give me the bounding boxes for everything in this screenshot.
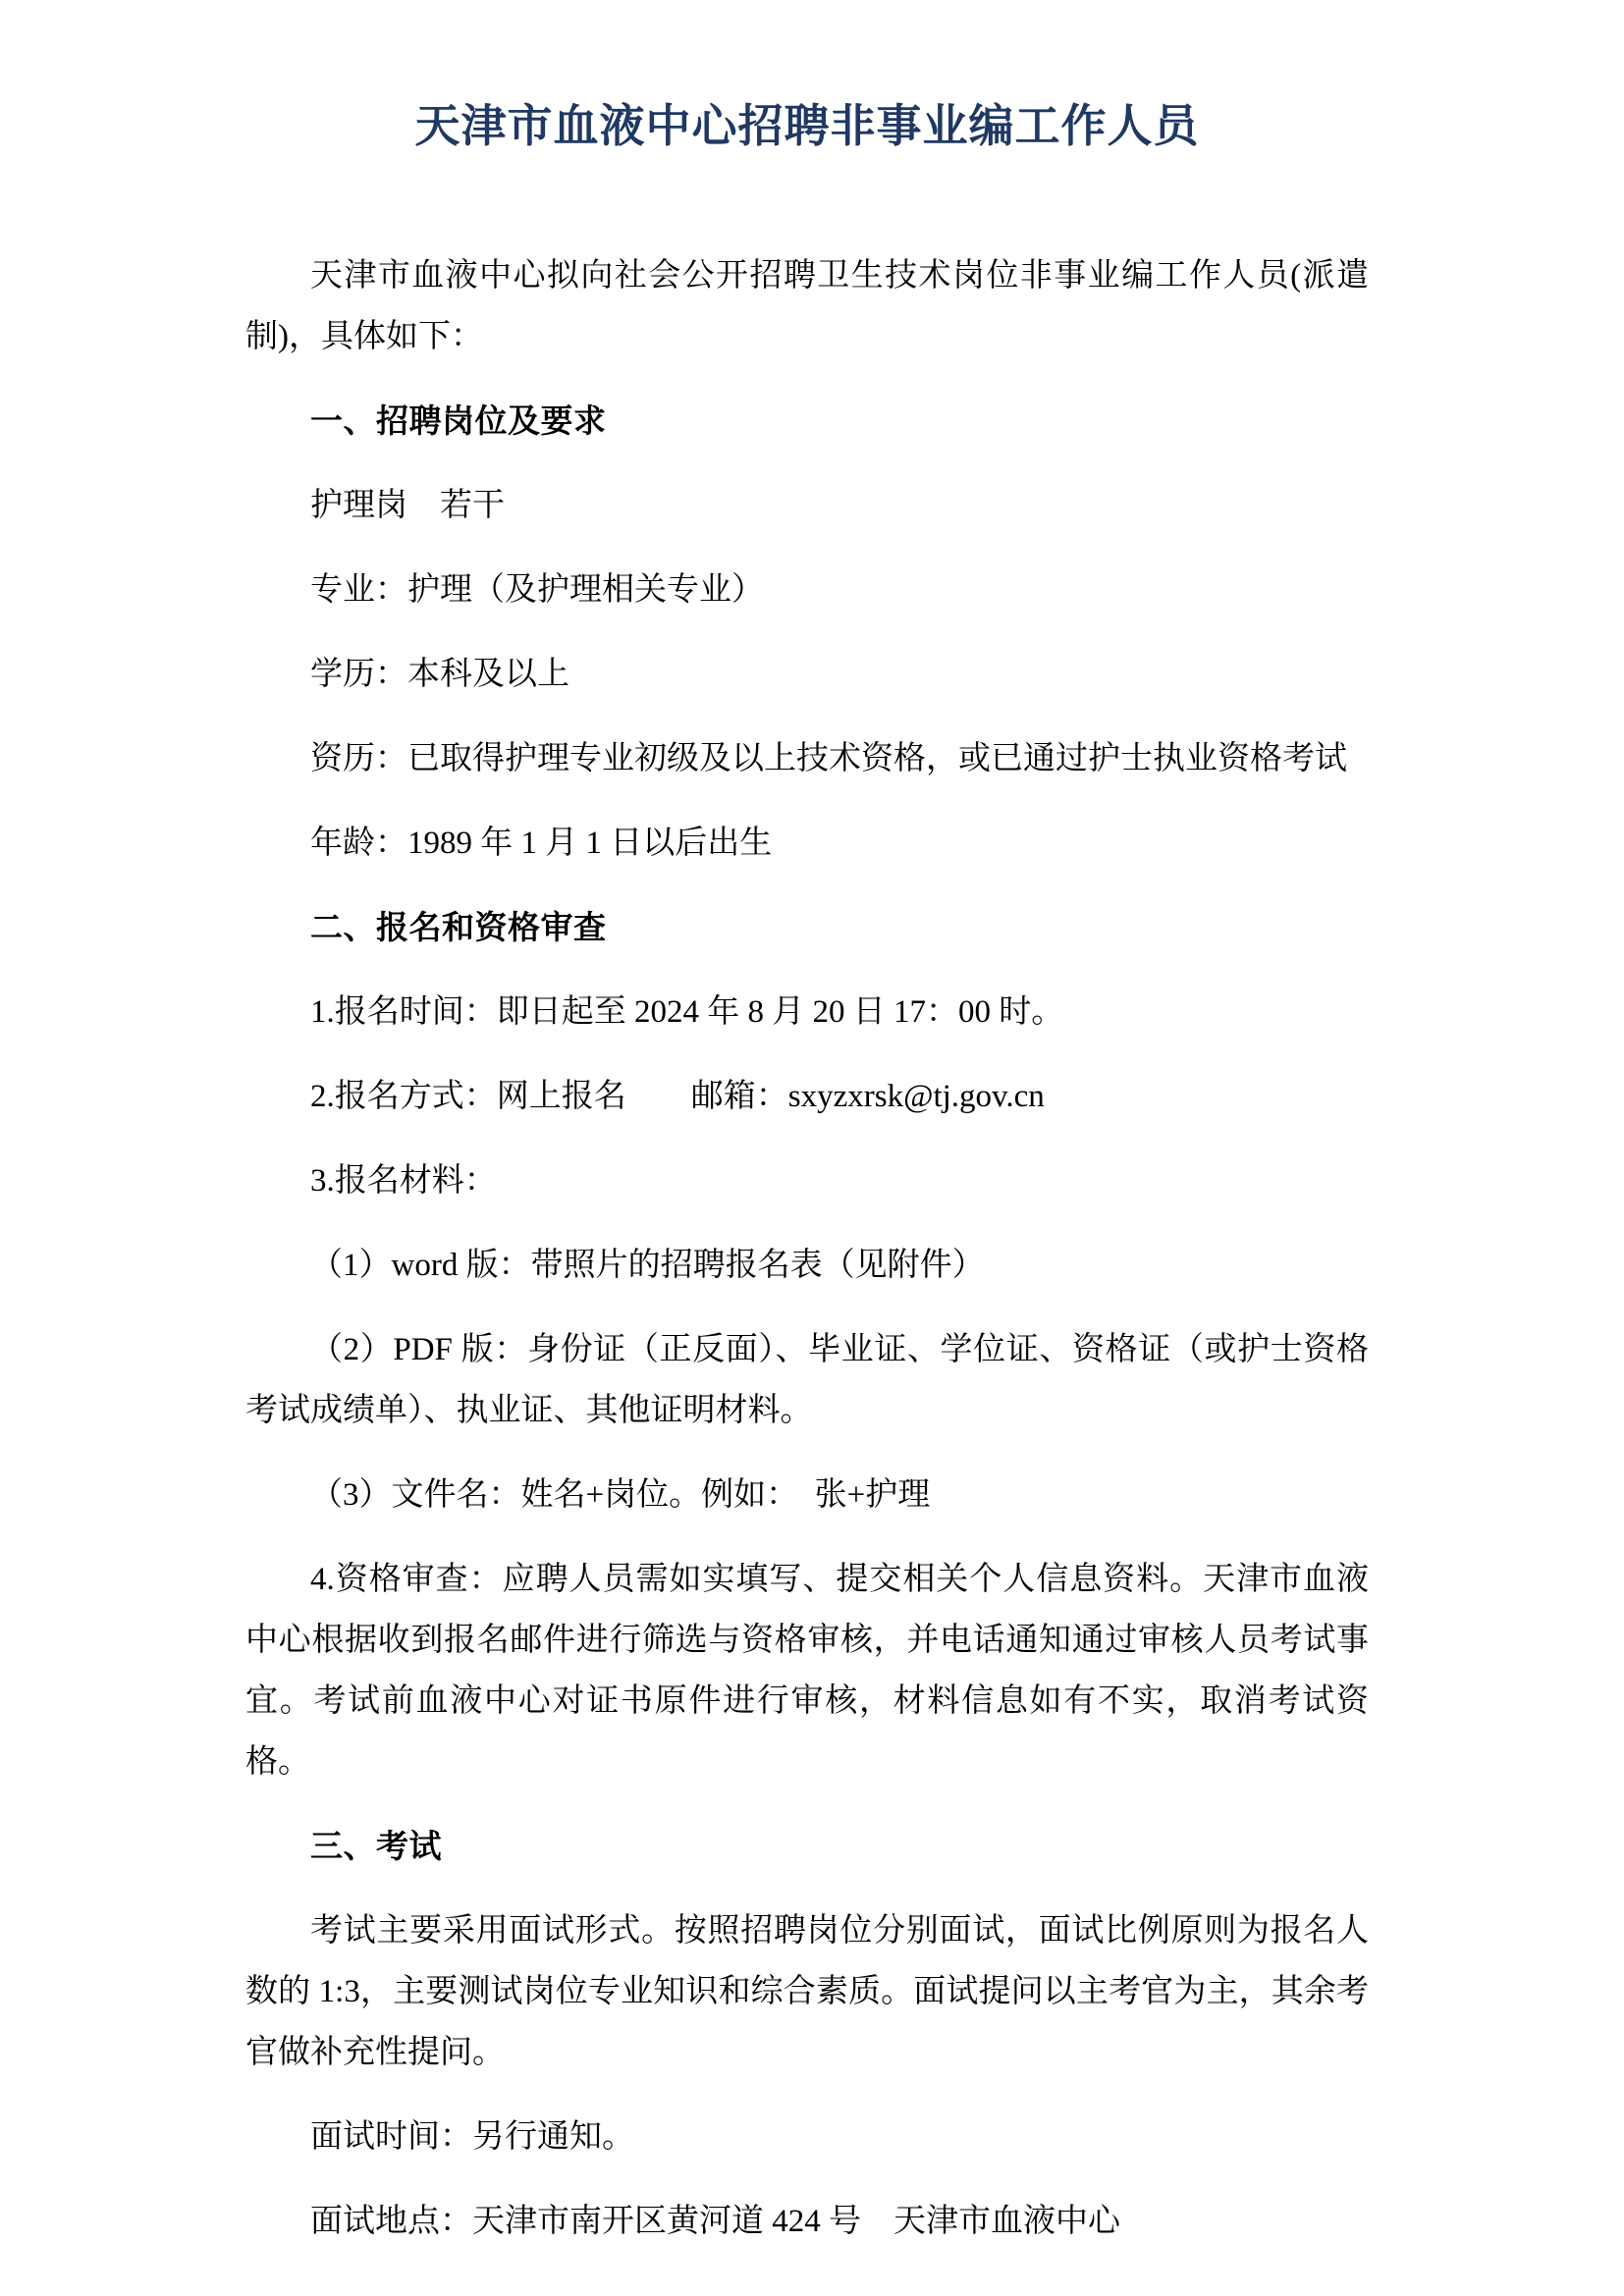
major-requirement-line: 专业：护理（及护理相关专业） bbox=[310, 572, 764, 608]
section-3-heading: 三、考试 bbox=[310, 1828, 442, 1864]
material-item-1: （1）word 版：带照片的招聘报名表（见附件） bbox=[310, 1248, 985, 1283]
qualification-requirement-line: 资历：已取得护理专业初级及以上技术资格，或已通过护士执业资格考试 bbox=[310, 741, 1347, 776]
qualification-review-paragraph: 4.资格审查：应聘人员需如实填写、提交相关个人信息资料。天津市血液中心根据收到报名邮件进行筛选与资格审核，并电话通知通过审核人员考试事宜。考试前血液中心对证书原件进行审核，材料信息如有不实，取消考试资格。 bbox=[245, 1562, 1369, 1780]
document-title: 天津市血液中心招聘非事业编工作人员 bbox=[414, 100, 1200, 151]
position-line: 护理岗 若干 bbox=[310, 488, 505, 523]
exam-description-paragraph: 考试主要采用面试形式。按照招聘岗位分别面试，面试比例原则为报名人数的 1:3，主要测试岗位专业知识和综合素质。面试提问以主考官为主，其余考官做补充性提问。 bbox=[245, 1913, 1369, 2070]
registration-method-line: 2.报名方式：网上报名 邮箱：sxyzxrsk@tj.gov.cn bbox=[310, 1079, 1045, 1114]
section-2-heading: 二、报名和资格审查 bbox=[310, 909, 607, 945]
intro-paragraph: 天津市血液中心拟向社会公开招聘卫生技术岗位非事业编工作人员(派遣制)，具体如下： bbox=[245, 258, 1369, 354]
registration-time-line: 1.报名时间：即日起至 2024 年 8 月 20 日 17：00 时。 bbox=[310, 994, 1064, 1030]
interview-location-line: 面试地点：天津市南开区黄河道 424 号 天津市血液中心 bbox=[310, 2204, 1120, 2239]
material-item-2: （2）PDF 版：身份证（正反面）、毕业证、学位证、资格证（或护士资格考试成绩单）、执业证、其他证明材料。 bbox=[245, 1332, 1369, 1428]
age-requirement-line: 年龄：1989 年 1 月 1 日以后出生 bbox=[310, 826, 773, 861]
education-requirement-line: 学历：本科及以上 bbox=[310, 657, 569, 692]
material-item-3: （3）文件名：姓名+岗位。例如： 张+护理 bbox=[310, 1477, 931, 1513]
section-1-heading: 一、招聘岗位及要求 bbox=[310, 402, 607, 439]
interview-time-line: 面试时间：另行通知。 bbox=[310, 2119, 634, 2155]
registration-materials-line: 3.报名材料： bbox=[310, 1163, 497, 1199]
